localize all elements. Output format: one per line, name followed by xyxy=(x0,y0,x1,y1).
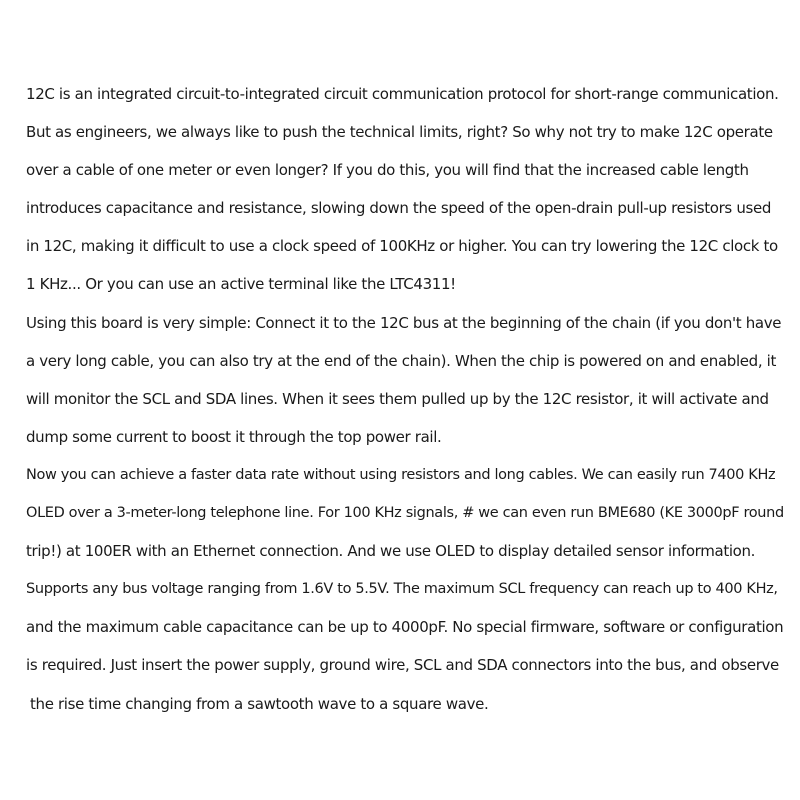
text-line: But as engineers, we always like to push the technical limits, right? So why not try to make 12C operate xyxy=(26,123,773,141)
text-line: in 12C, making it difficult to use a clock speed of 100KHz or higher. You can try lowering the 12C clock to xyxy=(26,237,778,255)
text-line: over a cable of one meter or even longer? If you do this, you will find that the increased cable length xyxy=(26,161,749,179)
text-line: the rise time changing from a sawtooth wave to a square wave. xyxy=(30,695,489,713)
text-line: Using this board is very simple: Connect it to the 12C bus at the beginning of the chain (if you don't have xyxy=(26,314,782,332)
text-line: introduces capacitance and resistance, slowing down the speed of the open-drain pull-up resistors used xyxy=(26,199,771,217)
text-line: 1 KHz... Or you can use an active terminal like the LTC4311! xyxy=(26,275,456,293)
text-line: Now you can achieve a faster data rate without using resistors and long cables. We can easily run 7400 KHz xyxy=(26,467,776,483)
text-line: a very long cable, you can also try at the end of the chain). When the chip is powered on and enabled, it xyxy=(26,352,777,370)
text-line: trip!) at 100ER with an Ethernet connection. And we use OLED to display detailed sensor information. xyxy=(26,542,756,560)
text-line: will monitor the SCL and SDA lines. When it sees them pulled up by the 12C resistor, it will activate and xyxy=(26,390,769,408)
text-line: is required. Just insert the power supply, ground wire, SCL and SDA connectors into the bus, and observe xyxy=(26,656,779,674)
text-line: dump some current to boost it through the top power rail. xyxy=(26,428,442,446)
text-line: 12C is an integrated circuit-to-integrated circuit communication protocol for short-range communication. xyxy=(26,85,779,103)
text-line: Supports any bus voltage ranging from 1.6V to 5.5V. The maximum SCL frequency can reach up to 400 KHz, xyxy=(26,581,778,597)
text-line: OLED over a 3-meter-long telephone line. For 100 KHz signals, # we can even run BME680 (KE 3000pF round xyxy=(26,505,784,521)
text-line: and the maximum cable capacitance can be up to 4000pF. No special firmware, software or configuration xyxy=(26,618,784,636)
